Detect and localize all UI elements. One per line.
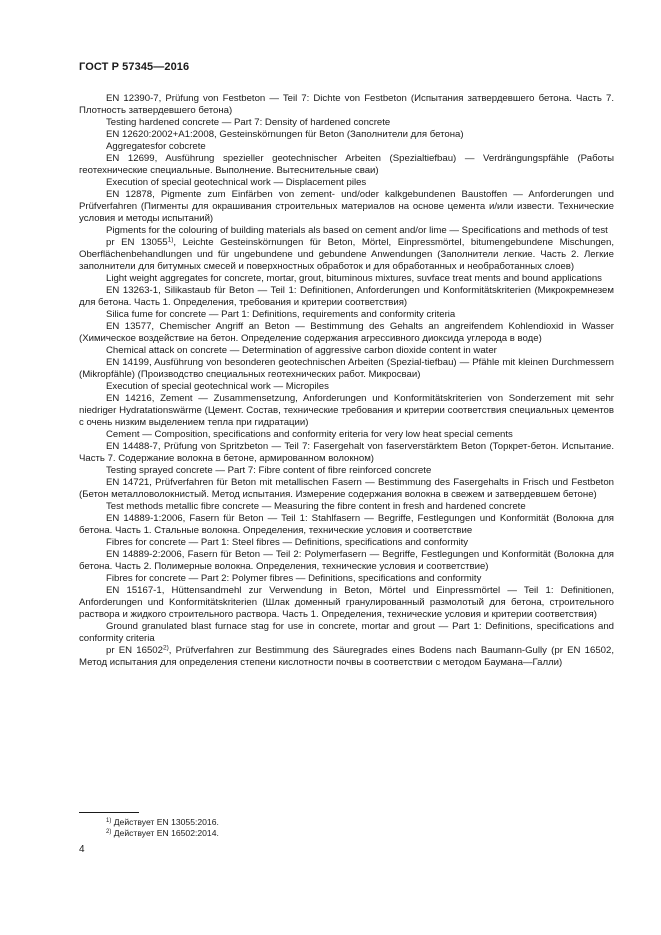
reference-translation: Pigments for the colouring of building materials als based on cement and/or lime — Specifications and methods of test <box>106 225 608 236</box>
document-header: ГОСТ Р 57345—2016 <box>79 61 190 73</box>
footnotes <box>79 817 614 838</box>
reference-translation: Aggregatesfor cobcrete <box>106 141 206 152</box>
footnote-text: Действует EN 16502:2014. <box>111 827 219 838</box>
footnote-item <box>79 828 614 839</box>
reference-entry: EN 12699, Ausführung spezieller geotechnischer Arbeiten (Spezialtiefbau) — Verdrängungspfähle (Работы геотехнические специальные. Выполнение. Вытеснительные сваи) <box>79 153 614 176</box>
normative-references-list <box>79 93 614 669</box>
reference-translation: Chemical attack on concrete — Determination of aggressive carbon dioxide content in water <box>106 345 497 356</box>
footnote-mark: 1) <box>106 818 112 824</box>
footnote-marker: 1) <box>167 236 174 244</box>
reference-translation: Test methods metallic fibre concrete — Measuring the fibre content in fresh and hardened concrete <box>106 501 526 512</box>
reference-entry: EN 13577, Chemischer Angriff an Beton — Bestimmung des Gehalts an angreifendem Kohlendioxid in Wasser (Химическое воздействие на бетон. Определение содержания агрессивного диоксида углерода в воде) <box>79 321 614 344</box>
reference-entry: EN 14721, Prüfverfahren für Beton mit metallischen Fasern — Bestimmung des Fasergehalts in Frisch und Festbeton (Бетон металловолокнистый. Метод испытания. Измерение содержания волокна в свежем и затвердевшем бетоне) <box>79 477 614 500</box>
reference-code: pr EN 16502 <box>106 645 163 656</box>
reference-code: pr EN 13055 <box>106 237 168 248</box>
reference-translation: Testing hardened concrete — Part 7: Density of hardened concrete <box>106 117 391 128</box>
reference-translation: Execution of special geotechnical work — Micropiles <box>106 381 329 392</box>
footnote-marker: 2) <box>162 644 169 652</box>
reference-translation: Ground granulated blast furnace stag for use in concrete, mortar and grout — Part 1: Definitions, specifications and conformity criteria <box>79 621 614 644</box>
reference-translation: Fibres for concrete — Part 2: Polymer fibres — Definitions, specifications and conformity <box>106 573 482 584</box>
reference-entry-with-footnote <box>79 237 614 273</box>
reference-title: , Leichte Gesteinskörnungen für Beton, Mörtel, Einpressmörtel, bitumengebundene Mischungen, Oberflächenbehandlungen und für ungebundene und gebundene Anwendungen (Заполнители легкие. Часть 2. Легкие заполнители для битумных смесей и поверхностных обработок и для обработанных и необработанных слоев) <box>79 237 614 272</box>
reference-entry: EN 12390-7, Prüfung von Festbeton — Teil 7: Dichte von Festbeton (Испытания затвердевшего бетона. Часть 7. Плотность затвердевшего бетона) <box>79 93 614 116</box>
reference-translation: Cement — Composition, specifications and conformity eriteria for very low heat special cements <box>106 429 513 440</box>
reference-translation: Execution of special geotechnical work — Displacement piles <box>106 177 367 188</box>
reference-title: , Prüfverfahren zur Bestimmung des Säuregrades eines Bodens nach Baumann-Gully (pr EN 16502, Метод испытания для определения степени кислотности почвы в соответствии с методом Баумана—Галли) <box>79 645 614 668</box>
reference-entry: EN 12620:2002+A1:2008, Gesteinskörnungen für Beton (Заполнители для бетона) <box>106 129 464 140</box>
reference-translation: Fibres for concrete — Part 1: Steel fibres — Definitions, specifications and conformity <box>106 537 469 548</box>
footnote-item <box>79 817 614 828</box>
reference-entry-with-footnote <box>79 645 614 669</box>
reference-entry: EN 15167-1, Hüttensandmehl zur Verwendung in Beton, Mörtel und Einpressmörtel — Teil 1: Definitionen, Anforderungen und Konformitätskriterien (Шлак доменный гранулированный размолотый для бетона, строительного раствора и жидкого строительного раствора. Часть 1. Определения, технические условия и критерии соответствия) <box>79 585 614 620</box>
reference-translation: Silica fume for concrete — Part 1: Definitions, requirements and conformity criteria <box>106 309 456 320</box>
reference-entry: EN 14199, Ausführung von besonderen geotechnischen Arbeiten (Spezial-tiefbau) — Pfähle mit kleinen Durchmessern (Mikropfähle) (Производство специальных геотехнических работ. Микросваи) <box>79 357 614 380</box>
reference-entry: EN 14889-2:2006, Fasern für Beton — Teil 2: Polymerfasern — Begriffe, Festlegungen und Konformität (Волокна для бетона. Часть 2. Полимерные волокна. Определения, технические условия и соответствие) <box>79 549 614 572</box>
reference-translation: Light weight aggregates for concrete, mortar, grout, bituminous mixtures, suvface treat ments and bound applications <box>106 273 602 284</box>
reference-entry: EN 13263-1, Silikastaub für Beton — Teil 1: Definitionen, Anforderungen und Konformitätskriterien (Микрокремнезем для бетона. Часть 1. Определения, требования и критерии соответствия) <box>79 285 614 308</box>
reference-entry: EN 12878, Pigmente zum Einfärben von zement- und/oder kalkgebundenen Baustoffen — Anforderungen und Prüfverfahren (Пигменты для окрашивания строительных материалов на основе цемента и/или извести. Технические условия и методы испытаний) <box>79 189 615 224</box>
reference-translation: Testing sprayed concrete — Part 7: Fibre content of fibre reinforced concrete <box>106 465 432 476</box>
footnote-mark: 2) <box>106 828 112 835</box>
page-number: 4 <box>79 844 85 855</box>
reference-entry: EN 14216, Zement — Zusammensetzung, Anforderungen und Konformitätskriterien von Sonderzement mit sehr niedriger Hydratationswärme (Цемент. Состав, технические требования и критерии соответствия специальных цементов с очень низким выделением тепла при гидратации) <box>79 393 614 428</box>
footnote-divider <box>79 812 139 813</box>
footnote-text: Действует EN 13055:2016. <box>111 817 219 827</box>
reference-entry: EN 14488-7, Prüfung von Spritzbeton — Teil 7: Fasergehalt von faserverstärktem Beton (Торкрет-бетон. Испытание. Часть 7. Содержание волокна в бетоне, армированном волокном) <box>79 441 614 464</box>
reference-entry: EN 14889-1:2006, Fasern für Beton — Teil 1: Stahlfasern — Begriffe, Festlegungen und Konformität (Волокна для бетона. Часть 1. Стальные волокна. Определения, технические условия и соответствие <box>79 513 614 536</box>
